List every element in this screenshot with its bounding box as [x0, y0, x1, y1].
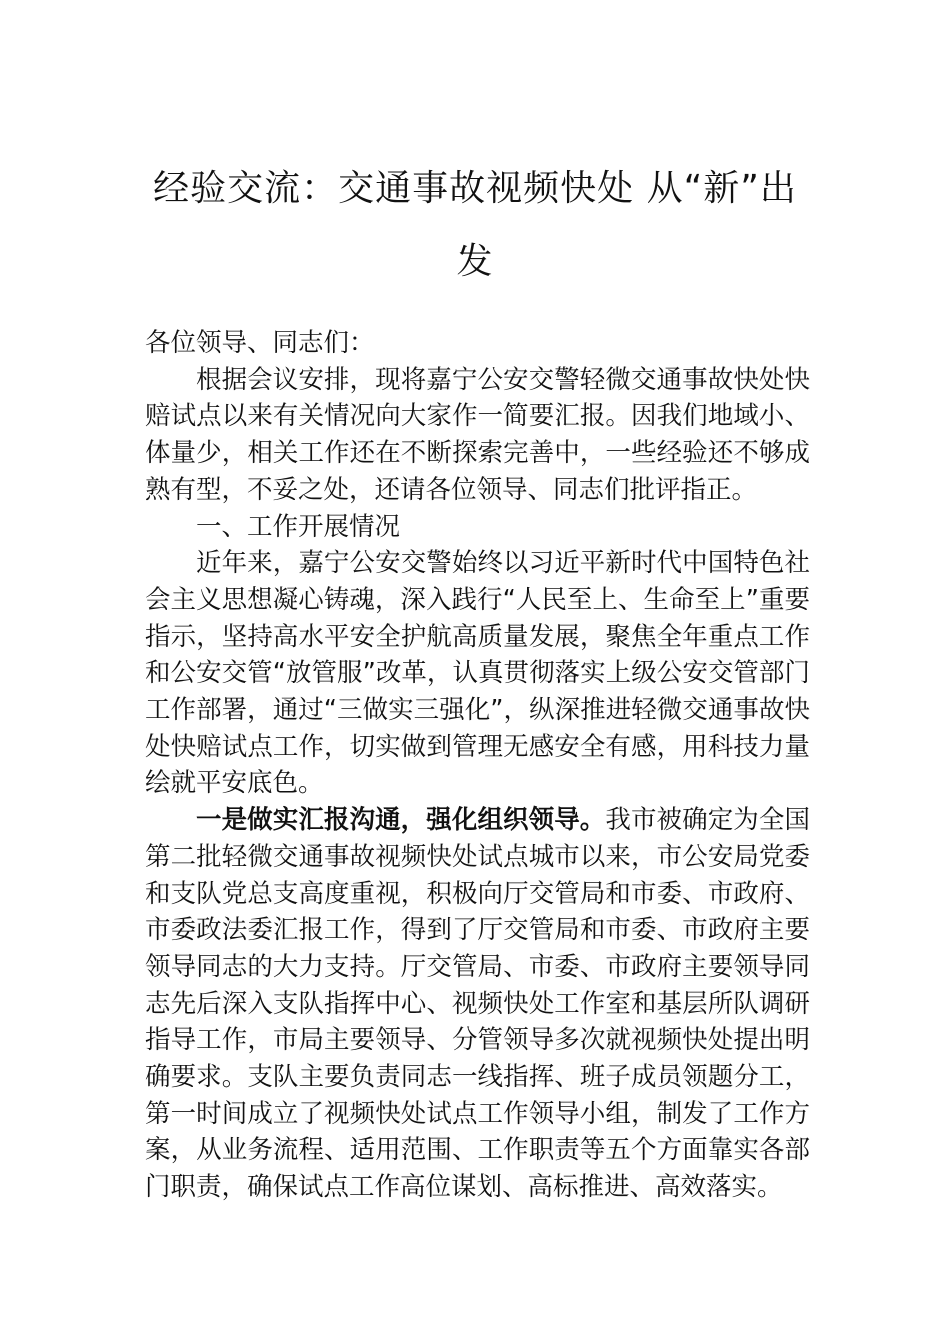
intro-paragraph: 根据会议安排，现将嘉宁公安交警轻微交通事故快处快赔试点以来有关情况向大家作一简要汇报。因我们地域小、体量少，相关工作还在不断探索完善中，一些经验还不够成熟有型，不妥之处，还请各位领导、同志们批评指正。 — [145, 364, 810, 505]
document-title: 经验交流：交通事故视频快处 从“新”出发 — [153, 168, 797, 282]
section-heading: 一、工作开展情况 — [196, 511, 401, 542]
document-body — [145, 325, 810, 1206]
point1-body: 我市被确定为全国第二批轻微交通事故视频快处试点城市以来，市公安局党委和支队党总支高度重视，积极向厅交管局和市委、市政府、市委政法委汇报工作，得到了厅交管局和市委、市政府主要领导同志的大力支持。厅交管局、市委、市政府主要领导同志先后深入支队指挥中心、视频快处工作室和基层所队调研指导工作，市局主要领导、分管领导多次就视频快处提出明确要求。支队主要负责同志一线指挥、班子成员领题分工，第一时间成立了视频快处试点工作领导小组，制发了工作方案，从业务流程、适用范围、工作职责等五个方面靠实各部门职责，确保试点工作高位谋划、高标推进、高效落实。 — [145, 805, 810, 1203]
point1-paragraph — [145, 802, 810, 1206]
overview-paragraph: 近年来，嘉宁公安交警始终以习近平新时代中国特色社会主义思想凝心铸魂，深入践行“人民至上、生命至上”重要指示，坚持高水平安全护航高质量发展，聚焦全年重点工作和公安交管“放管服”改革，认真贯彻落实上级公安交管部门工作部署，通过“三做实三强化”，纵深推进轻微交通事故快处快赔试点工作，切实做到管理无感安全有感，用科技力量绘就平安底色。 — [145, 548, 810, 799]
point1-lead: 一是做实汇报沟通，强化组织领导。 — [196, 805, 606, 836]
salutation: 各位领导、同志们： — [145, 328, 375, 358]
